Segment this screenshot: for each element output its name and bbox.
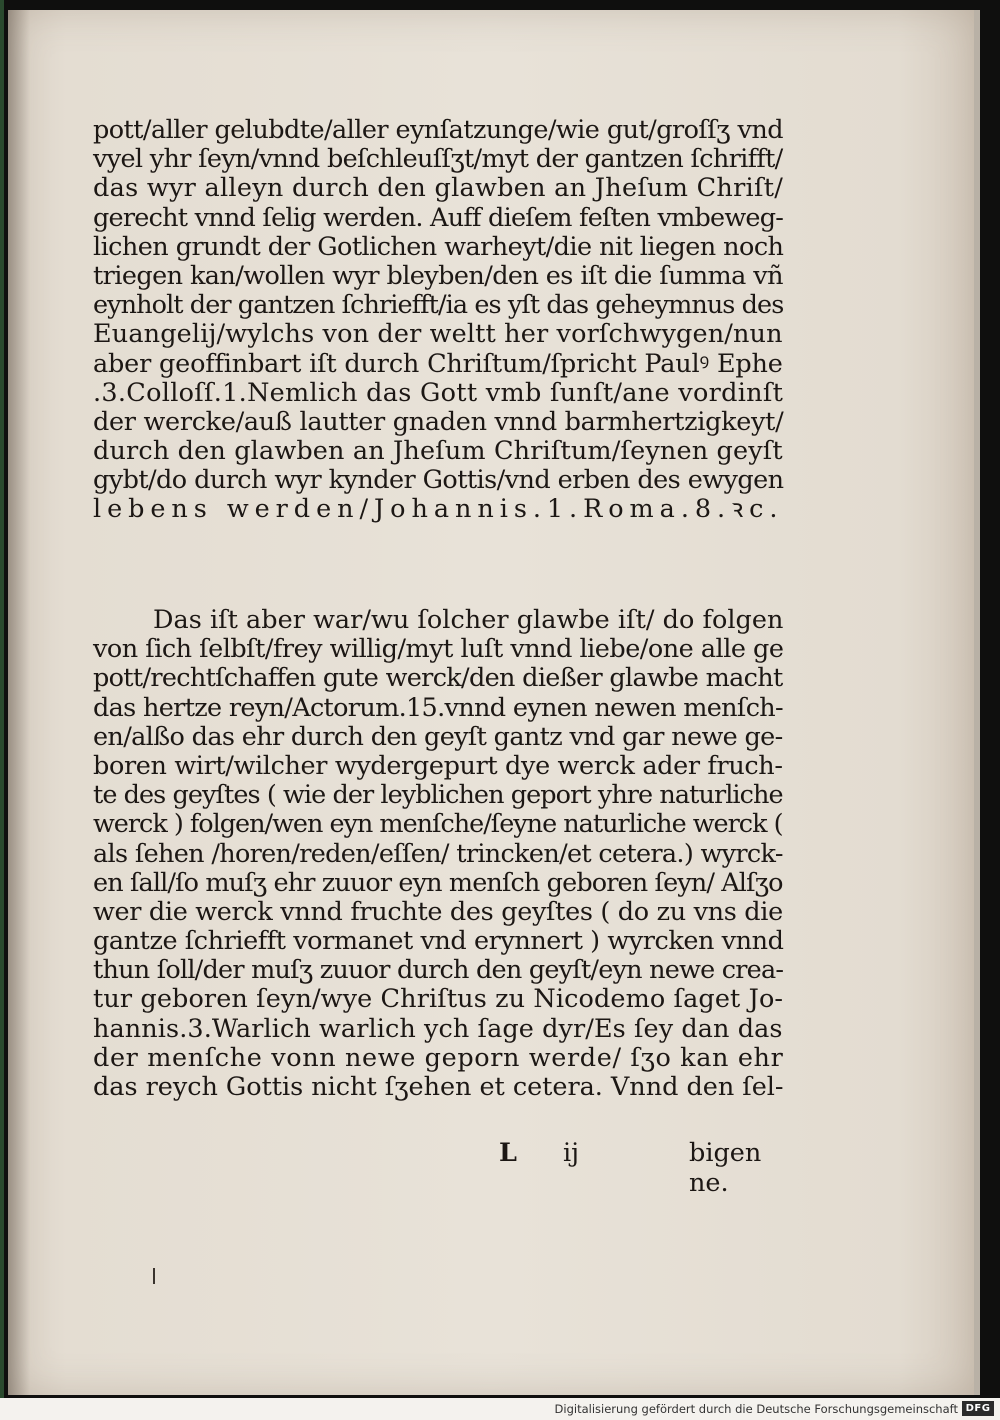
- footer-bar: [0, 1398, 1000, 1420]
- text-line: en/alßo das ehr durch den geyſt gantz vnd gar newe ge-: [93, 721, 783, 752]
- text-line: boren wirt/wilcher wydergepurt dye werck ader fruch-: [93, 750, 783, 781]
- spine-shadow: [8, 10, 30, 1395]
- text-line: das hertze reyn/Actorum.15.vnnd eynen newen menſch-: [93, 692, 783, 723]
- text-paragraph-1: [93, 116, 783, 525]
- text-line: tur geboren ſeyn/wye Chriſtus zu Nicodemo ſaget Jo-: [93, 984, 784, 1015]
- text-line: das reych Gottis nicht ſʒehen et cetera. Vnnd den ſel-: [93, 1072, 784, 1102]
- text-line: thun ſoll/der muſʒ zuuor durch den geyſt/eyn newe crea-: [93, 955, 784, 986]
- page-edge: [974, 10, 980, 1395]
- dfg-logo: DFG: [962, 1401, 994, 1416]
- text-line: en ſall/ſo muſʒ ehr zuuor eyn menſch geboren ſeyn/ Alſʒo: [93, 867, 783, 898]
- text-line: hannis.3.Warlich warlich ych ſage dyr/Es ſey dan das: [93, 1013, 783, 1044]
- signature-line: [93, 1138, 783, 1198]
- text-line: gantze ſchriefft vormanet vnd erynnert ) wyrcken vnnd: [93, 926, 784, 957]
- text-line: durch den glawben an Jheſum Chriſtum/ſeynen geyſt: [93, 436, 783, 467]
- text-line: pott/aller gelubdte/aller eynſatzunge/wie gut/groſſʒ vnd: [93, 115, 783, 145]
- text-line: eynholt der gantzen ſchriefft/ia es yſt das geheymnus des: [93, 290, 784, 321]
- signature-number: ij: [563, 1138, 580, 1168]
- text-line: das wyr alleyn durch den glawben an Jheſum Chriſt/: [93, 173, 784, 204]
- text-line: gybt/do durch wyr kynder Gottis/vnd erben des ewygen: [93, 465, 784, 496]
- text-line: vyel yhr ſeyn/vnnd beſchleuſſʒt/myt der gantzen ſchrifft/: [93, 144, 783, 175]
- funding-credit: Digitalisierung gefördert durch die Deutsche Forschungsgemeinschaft: [554, 1402, 958, 1416]
- text-line: der wercke/auß lautter gnaden vnnd barmhertzigkeyt/: [93, 406, 784, 437]
- signature-mark: L: [499, 1138, 517, 1168]
- text-line: wer die werck vnnd fruchte des geyſtes ( do zu vns die: [93, 896, 783, 927]
- text-line: Das iſt aber war/wu ſolcher glawbe iſt/ do folgen: [153, 605, 784, 635]
- text-line: werck ) folgen/wen eyn menſche/ſeyne naturliche werck (: [93, 809, 783, 840]
- text-line: te des geyſtes ( wie der leyblichen geport yhre naturliche: [93, 780, 783, 811]
- text-line: .3.Colloſſ.1.Nemlich das Gott vmb ſunſt/ane vordinſt: [93, 377, 784, 408]
- binding-edge: [0, 0, 4, 1398]
- text-paragraph-2: [93, 606, 783, 1102]
- stray-mark: [153, 1268, 155, 1284]
- text-line: Euangelij/wylchs von der weltt her vorſchwygen/nun: [93, 319, 783, 350]
- text-line: als ſehen /horen/reden/eſſen/ trincken/et cetera.) wyrck-: [93, 838, 783, 869]
- text-line: pott/rechtſchaffen gute werck/den dießer glawbe macht: [93, 663, 783, 694]
- catchword: bigen ne.: [689, 1138, 762, 1198]
- text-line: triegen kan/wollen wyr bleyben/den es iſt die ſumma vñ: [93, 260, 783, 291]
- text-line: lichen grundt der Gotlichen warheyt/die nit liegen noch: [93, 231, 784, 262]
- text-line: von ſich ſelbſt/frey willig/myt luſt vnnd liebe/one alle ge: [93, 634, 784, 665]
- text-line: der menſche vonn newe geporn werde/ ſʒo kan ehr: [93, 1042, 784, 1073]
- text-line: aber geoffinbart iſt durch Chriſtum/ſpricht Paulꝰ Ephe: [93, 348, 783, 379]
- text-line: gerecht vnnd ſelig werden. Auff dieſem feſten vmbeweg-: [93, 202, 784, 233]
- text-line: lebens werden/Johannis.1.Roma.8.ꝛc.: [93, 494, 784, 525]
